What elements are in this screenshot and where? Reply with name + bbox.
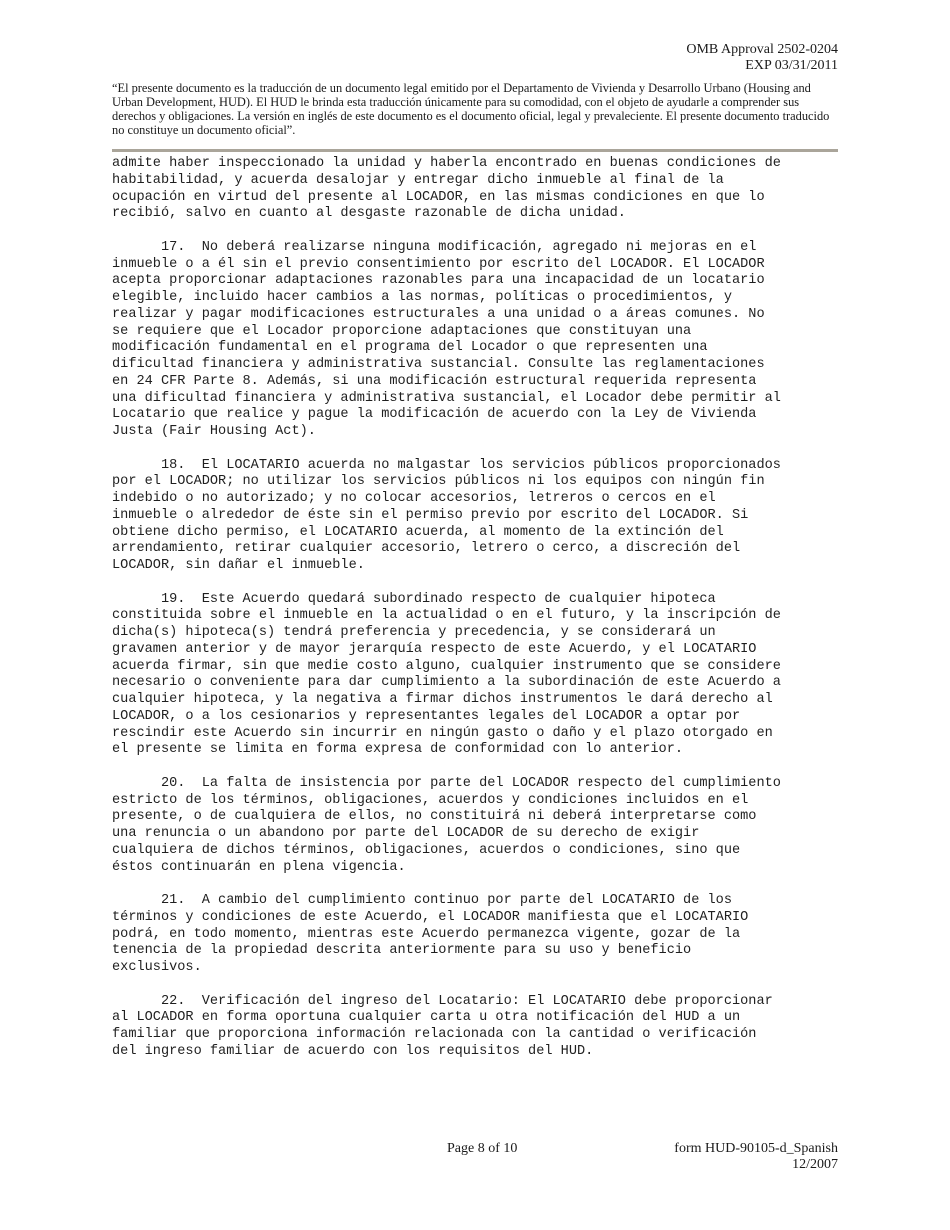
paragraph-line: LOCADOR, sin dañar el inmueble. [112, 558, 365, 573]
paragraph-line: rescindir este Acuerdo sin incurrir en ningún gasto o daño y el plazo otorgado en [112, 725, 773, 741]
omb-approval-block [686, 42, 838, 74]
paragraph [112, 592, 842, 760]
paragraph-line: dicha(s) hipoteca(s) tendrá preferencia y precedencia, y se considerará un [112, 625, 716, 640]
paragraph-line: podrá, en todo momento, mientras este Acuerdo permanezca vigente, gozar de la [112, 926, 741, 942]
document-body [112, 156, 842, 1077]
paragraph-line: en 24 CFR Parte 8. Además, si una modificación estructural requerida representa [112, 373, 757, 389]
paragraph-line: términos y condiciones de este Acuerdo, el LOCADOR manifiesta que el LOCATARIO [112, 909, 749, 925]
paragraph-line: se requiere que el Locador proporcione adaptaciones que constituyan una [112, 323, 692, 339]
paragraph-line: inmueble o a él sin el previo consentimiento por escrito del LOCADOR. El LOCADOR [112, 256, 765, 272]
form-date: 12/2007 [792, 1157, 838, 1172]
paragraph-line: una renuncia o un abandono por parte del LOCADOR de su derecho de exigir [112, 826, 700, 841]
paragraph-line: estricto de los términos, obligaciones, acuerdos y condiciones incluidos en el [112, 792, 749, 808]
form-identifier-block [674, 1141, 838, 1173]
omb-approval-number: OMB Approval 2502-0204 [686, 42, 838, 57]
paragraph [112, 240, 842, 441]
paragraph-line: al LOCADOR en forma oportuna cualquier carta u otra notificación del HUD a un [112, 1010, 741, 1026]
paragraph-line: el presente se limita en forma expresa de conformidad con lo anterior. [112, 742, 684, 758]
form-id: form HUD-90105-d_Spanish [674, 1141, 838, 1156]
paragraph [112, 893, 842, 977]
header-divider [112, 149, 838, 152]
paragraph-line: una dificultad financiera y administrativa sustancial, el Locador debe permitir al [112, 390, 781, 406]
paragraph-line: habitabilidad, y acuerda desalojar y entregar dicho inmueble al final de la [112, 172, 724, 188]
paragraph-line: constituida sobre el inmueble en la actualidad o en el futuro, y la inscripción de [112, 608, 781, 624]
paragraph-line: LOCADOR, o a los cesionarios y representantes legales del LOCADOR a optar por [112, 708, 741, 724]
paragraph-line: admite haber inspeccionado la unidad y haberla encontrado en buenas condiciones de [112, 156, 781, 171]
paragraph-line: éstos continuarán en plena vigencia. [112, 859, 406, 875]
paragraph-line: por el LOCADOR; no utilizar los servicios públicos ni los equipos con ningún fin [112, 474, 765, 490]
page-number: Page 8 of 10 [447, 1141, 518, 1156]
paragraph-line: 22. Verificación del ingreso del Locatario: El LOCATARIO debe proporcionar [112, 993, 773, 1009]
translation-disclaimer: “El presente documento es la traducción de un documento legal emitido por el Departamento de Vivienda y Desarrollo Urbano (Housing and Urban Development, HUD). El HUD le brinda esta traducción únicamente para su comodidad, con el objeto de ayudarle a comprender sus derechos y obligaciones. La versión en inglés de este documento es el documento oficial, legal y prevaleciente. El presente documento traducido no constituye un documento oficial”. [112, 81, 830, 137]
paragraph-line: modificación fundamental en el programa del Locador o que representen una [112, 340, 708, 356]
paragraph-line: tenencia de la propiedad descrita anteriormente para su uso y beneficio [112, 943, 692, 959]
paragraph-line: acepta proporcionar adaptaciones razonables para una incapacidad de un locatario [112, 273, 765, 289]
paragraph-line: cualquier hipoteca, y la negativa a firmar dichos instrumentos le dará derecho al [112, 692, 773, 707]
paragraph-line: indebido o no autorizado; y no colocar accesorios, letreros o cercos en el [112, 491, 716, 506]
paragraph-line: obtiene dicho permiso, el LOCATARIO acuerda, al momento de la extinción del [112, 524, 724, 540]
paragraph-line: del ingreso familiar de acuerdo con los requisitos del HUD. [112, 1043, 594, 1059]
paragraph-line: elegible, incluido hacer cambios a las normas, políticas o procedimientos, y [112, 290, 732, 305]
paragraph-line: acuerda firmar, sin que medie costo alguno, cualquier instrumento que se considere [112, 658, 781, 674]
paragraph [112, 458, 842, 575]
paragraph-line: dificultad financiera y administrativa sustancial. Consulte las reglamentaciones [112, 357, 765, 372]
paragraph-line: exclusivos. [112, 960, 202, 975]
paragraph-line: necesario o conveniente para dar cumplimiento a la subordinación de este Acuerdo a [112, 675, 781, 691]
paragraph-line: gravamen anterior y de mayor jerarquía respecto de este Acuerdo, y el LOCATARIO [112, 641, 757, 657]
paragraph-line: 19. Este Acuerdo quedará subordinado respecto de cualquier hipoteca [112, 591, 716, 607]
omb-expiration: EXP 03/31/2011 [745, 58, 838, 73]
paragraph-line: Justa (Fair Housing Act). [112, 424, 316, 439]
paragraph-line: Locatario que realice y pague la modificación de acuerdo con la Ley de Vivienda [112, 407, 757, 423]
paragraph-line: arrendamiento, retirar cualquier accesorio, letrero o cerco, a discreción del [112, 541, 741, 557]
paragraph-line: presente, o de cualquiera de ellos, no constituirá ni deberá interpretarse como [112, 809, 757, 825]
paragraph [112, 156, 842, 223]
paragraph [112, 776, 842, 877]
paragraph-line: 20. La falta de insistencia por parte del LOCADOR respecto del cumplimiento [112, 775, 781, 791]
paragraph-line: familiar que proporciona información relacionada con la cantidad o verificación [112, 1027, 757, 1042]
paragraph-line: ocupación en virtud del presente al LOCADOR, en las mismas condiciones en que lo [112, 189, 765, 205]
paragraph-line: 18. El LOCATARIO acuerda no malgastar los servicios públicos proporcionados [112, 457, 781, 473]
paragraph-line: 17. No deberá realizarse ninguna modificación, agregado ni mejoras en el [112, 239, 757, 255]
paragraph-line: 21. A cambio del cumplimiento continuo por parte del LOCATARIO de los [112, 893, 732, 908]
paragraph [112, 994, 842, 1061]
paragraph-line: inmueble o alrededor de éste sin el permiso previo por escrito del LOCADOR. Si [112, 507, 749, 523]
paragraph-line: cualquiera de dichos términos, obligaciones, acuerdos o condiciones, sino que [112, 842, 741, 858]
paragraph-line: recibió, salvo en cuanto al desgaste razonable de dicha unidad. [112, 206, 626, 222]
paragraph-line: realizar y pagar modificaciones estructurales a una unidad o a áreas comunes. No [112, 306, 765, 322]
